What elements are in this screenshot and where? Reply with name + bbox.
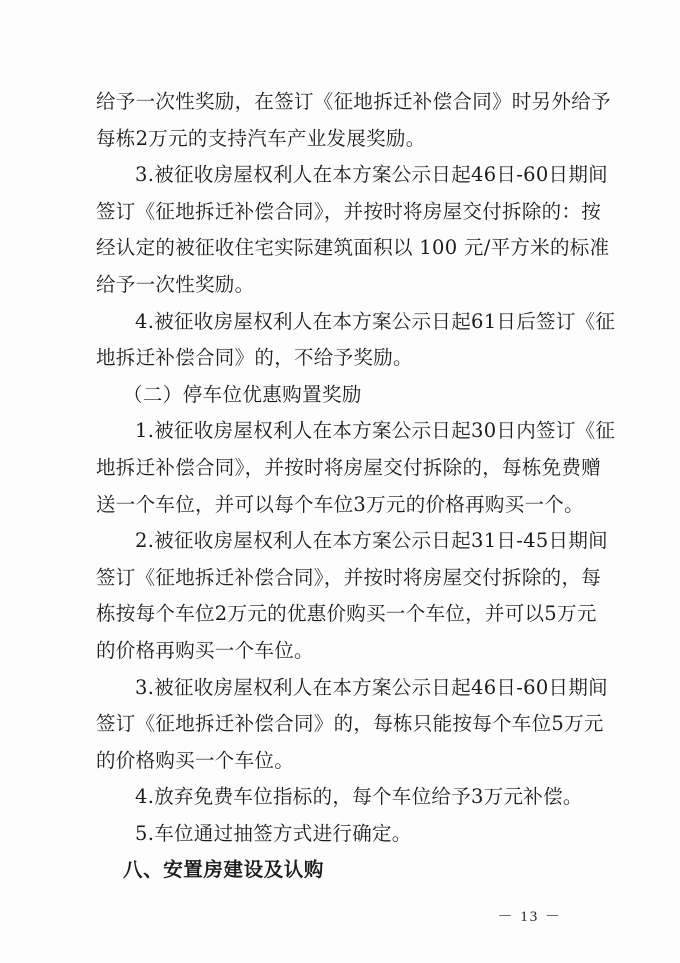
section-heading: 八、安置房建设及认购 <box>123 858 325 882</box>
list-item-line: 3.被征收房屋权利人在本方案公示日起46日-60日期间 <box>135 163 608 187</box>
paragraph-line: 地拆迁补偿合同》，并按时将房屋交付拆除的，每栋免费赠 <box>96 455 602 479</box>
paragraph-line: 送一个车位，并可以每个车位3万元的价格再购买一个。 <box>96 492 584 516</box>
list-item-line: 3.被征收房屋权利人在本方案公示日起46日-60日期间 <box>135 675 608 699</box>
paragraph-line: 的价格购买一个车位。 <box>96 748 295 772</box>
document-body <box>96 84 616 889</box>
paragraph-line: 给予一次性奖励，在签订《征地拆迁补偿合同》时另外给予 <box>96 90 611 113</box>
paragraph-line: 签订《征地拆迁补偿合同》，并按时将房屋交付拆除的，每 <box>96 565 602 589</box>
paragraph-line: 签订《征地拆迁补偿合同》，并按时将房屋交付拆除的：按 <box>96 199 602 223</box>
list-item-line: 2.被征收房屋权利人在本方案公示日起31日-45日期间 <box>135 529 608 553</box>
paragraph-line: 栋按每个车位2万元的优惠价购买一个车位，并可以5万元 <box>96 602 597 626</box>
list-item-line: 5.车位通过抽签方式进行确定。 <box>135 821 412 845</box>
paragraph-line: 经认定的被征收住宅实际建筑面积以 100 元/平方米的标准 <box>96 236 610 260</box>
paragraph-line: 每栋2万元的支持汽车产业发展奖励。 <box>96 126 426 150</box>
list-item-line: 4.被征收房屋权利人在本方案公示日起61日后签订《征 <box>135 309 616 333</box>
paragraph-line: 地拆迁补偿合同》的，不给予奖励。 <box>96 346 413 370</box>
paragraph-line: 签订《征地拆迁补偿合同》的，每栋只能按每个车位5万元 <box>96 712 604 736</box>
page-number: － 13 － <box>497 909 562 925</box>
paragraph-line: 给予一次性奖励。 <box>96 272 255 296</box>
paragraph-line: 的价格再购买一个车位。 <box>96 638 314 662</box>
list-item-line: 1.被征收房屋权利人在本方案公示日起30日内签订《征 <box>135 419 616 443</box>
list-item-line: 4.放弃免费车位指标的，每个车位给予3万元补偿。 <box>135 785 583 809</box>
section-subheading: （二）停车位优惠购置奖励 <box>123 382 362 406</box>
